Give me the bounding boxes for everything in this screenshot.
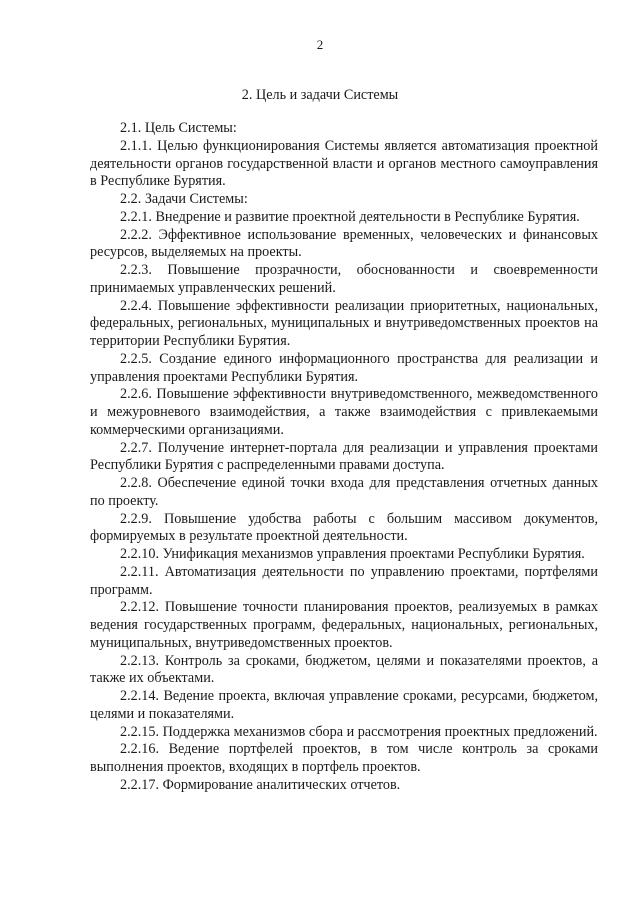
paragraph: 2.2.2. Эффективное использование временных, человеческих и финансовых ресурсов, выделяемых на проекты. xyxy=(90,226,598,261)
paragraph: 2.2.12. Повышение точности планирования проектов, реализуемых в рамках ведения государственных программ, федеральных, национальных, региональных, муниципальных, внутриведомственных проектов. xyxy=(90,599,598,651)
paragraph: 2.2.4. Повышение эффективности реализации приоритетных, национальных, федеральных, региональных, муниципальных и внутриведомственных проектов на территории Республики Бурятия. xyxy=(90,297,598,349)
paragraph: 2.2.13. Контроль за сроками, бюджетом, целями и показателями проектов, а также их объектами. xyxy=(90,652,598,687)
body-text xyxy=(90,120,598,795)
section-title: 2. Цель и задачи Системы xyxy=(241,87,399,103)
paragraph: 2.2.14. Ведение проекта, включая управление сроками, ресурсами, бюджетом, целями и показателями. xyxy=(90,688,598,722)
paragraph: 2.2.6. Повышение эффективности внутриведомственного, межведомственного и межуровневого взаимодействия, а также взаимодействия с привлекаемыми коммерческими организациями. xyxy=(90,386,598,438)
paragraph: 2.2.10. Унификация механизмов управления проектами Республики Бурятия. xyxy=(120,546,585,562)
paragraph: 2.2.9. Повышение удобства работы с большим массивом документов, формируемых в результате проектной деятельности. xyxy=(90,510,598,545)
paragraph: 2.1. Цель Системы: xyxy=(120,120,237,136)
paragraph: 2.2.17. Формирование аналитических отчетов. xyxy=(120,776,401,793)
paragraph: 2.2.7. Получение интернет-портала для реализации и управления проектами Республики Бурятия с распределенными правами доступа. xyxy=(90,439,598,474)
paragraph: 2.2.11. Автоматизация деятельности по управлению проектами, портфелями программ. xyxy=(90,563,598,598)
paragraph: 2.2.1. Внедрение и развитие проектной деятельности в Республике Бурятия. xyxy=(120,208,580,225)
paragraph: 2.2. Задачи Системы: xyxy=(120,191,248,207)
paragraph: 2.2.8. Обеспечение единой точки входа для представления отчетных данных по проекту. xyxy=(90,475,598,509)
paragraph: 2.2.16. Ведение портфелей проектов, в том числе контроль за сроками выполнения проектов, входящих в портфель проектов. xyxy=(90,741,598,775)
paragraph: 2.2.3. Повышение прозрачности, обоснованности и своевременности принимаемых управленческих решений. xyxy=(90,262,598,296)
paragraph: 2.2.5. Создание единого информационного пространства для реализации и управления проектами Республики Бурятия. xyxy=(90,350,598,385)
paragraph: 2.2.15. Поддержка механизмов сбора и рассмотрения проектных предложений. xyxy=(120,723,598,740)
page-number: 2 xyxy=(316,37,324,52)
paragraph: 2.1.1. Целью функционирования Системы является автоматизация проектной деятельности органов государственной власти и органов местного самоуправления в Республике Бурятия. xyxy=(90,137,598,190)
